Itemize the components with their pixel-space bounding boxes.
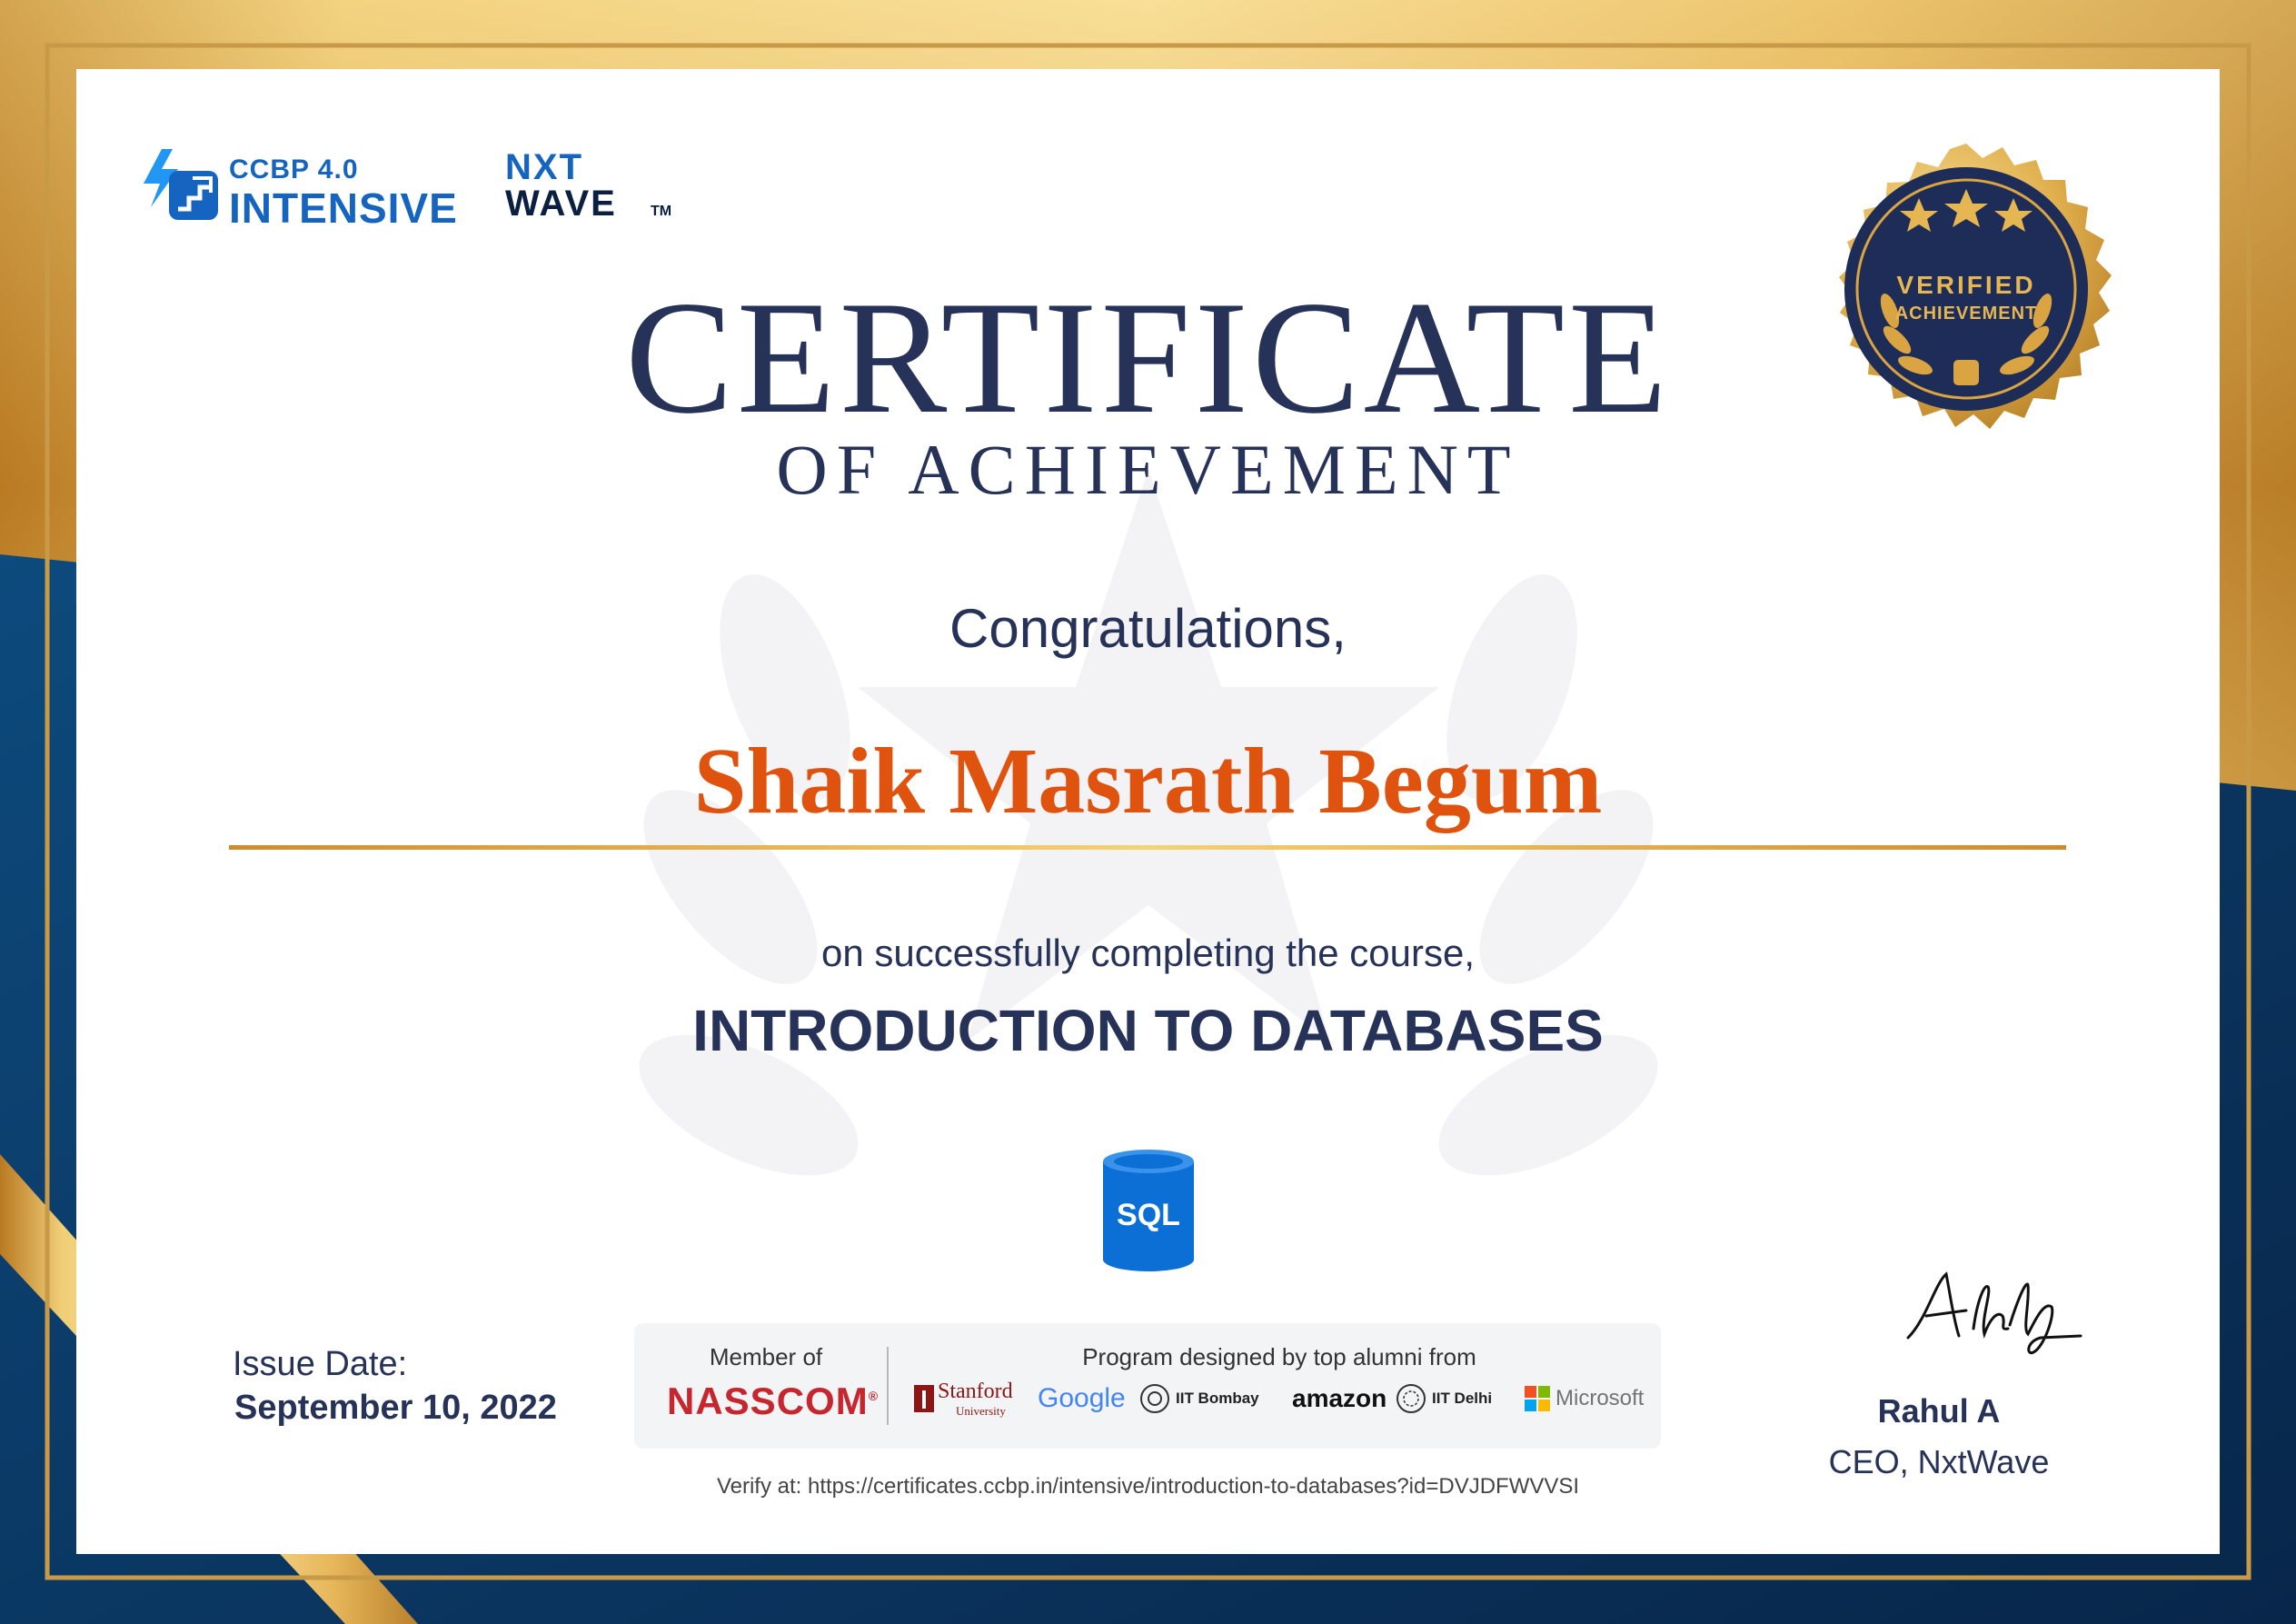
ceo-signature <box>1890 1265 2090 1365</box>
seal-text-verified: VERIFIED <box>1896 271 2036 299</box>
ccbp-intensive-text: INTENSIVE <box>229 184 458 232</box>
iit-bombay-logo <box>1139 1376 1259 1421</box>
greeting: Congratulations, <box>949 598 1347 659</box>
microsoft-logo <box>1525 1376 1644 1421</box>
certificate-title: CERTIFICATE <box>625 267 1671 447</box>
certificate-card <box>76 69 2220 1554</box>
nasscom-text: NASSCOM <box>667 1380 869 1422</box>
stanford-logo <box>914 1376 1013 1421</box>
amazon-text: amazon <box>1292 1384 1387 1412</box>
microsoft-text: Microsoft <box>1556 1386 1645 1410</box>
iit-bombay-emblem-icon <box>1139 1383 1170 1414</box>
iit-delhi-logo <box>1396 1376 1492 1421</box>
iit-delhi-emblem-icon <box>1396 1383 1426 1414</box>
program-designed-label: Program designed by top alumni from <box>1082 1343 1476 1370</box>
completion-text: on successfully completing the course, <box>820 932 1476 974</box>
name-underline <box>229 845 2066 850</box>
stanford-tree-icon <box>914 1385 934 1412</box>
member-of-label: Member of <box>709 1343 823 1370</box>
partners-divider <box>887 1347 889 1425</box>
sql-database-icon <box>1101 1149 1196 1272</box>
nxtwave-trademark: TM <box>651 204 672 219</box>
sql-icon-label: SQL <box>1117 1198 1180 1232</box>
course-name: INTRODUCTION TO DATABASES <box>692 998 1604 1063</box>
stanford-university-text: University <box>956 1403 1006 1418</box>
partners-panel <box>634 1323 1661 1449</box>
iit-delhi-text: IIT Delhi <box>1432 1390 1493 1407</box>
amazon-logo <box>1292 1376 1387 1421</box>
recipient-name: Shaik Masrath Begum <box>693 729 1603 833</box>
ccbp-logo-icon <box>142 147 224 225</box>
google-text: Google <box>1038 1383 1126 1413</box>
verify-link[interactable]: Verify at: https://certificates.ccbp.in/intensive/introduction-to-databases?id=DVJDFWVVSI <box>716 1474 1580 1499</box>
issue-date-value: September 10, 2022 <box>234 1389 557 1427</box>
certificate-subtitle: OF ACHIEVEMENT <box>776 430 1520 509</box>
nxtwave-logo <box>505 147 687 229</box>
nxtwave-logo-line1: NXT <box>505 147 583 187</box>
signer-name: Rahul A <box>1877 1392 2001 1430</box>
iit-bombay-text: IIT Bombay <box>1176 1390 1259 1407</box>
signer-role: CEO, NxtWave <box>1828 1443 2050 1480</box>
microsoft-squares-icon <box>1525 1386 1550 1411</box>
nxtwave-logo-line2: WAVE <box>505 184 617 224</box>
nasscom-logo: NASSCOM® <box>667 1380 880 1422</box>
stanford-text: Stanford <box>938 1379 1013 1403</box>
seal-text-achievement: ACHIEVEMENT <box>1894 304 2038 324</box>
issue-date-label: Issue Date: <box>233 1345 408 1383</box>
google-logo <box>1038 1376 1126 1421</box>
ccbp-intensive-logo <box>142 147 469 232</box>
ccbp-version-text: CCBP 4.0 <box>229 154 359 184</box>
